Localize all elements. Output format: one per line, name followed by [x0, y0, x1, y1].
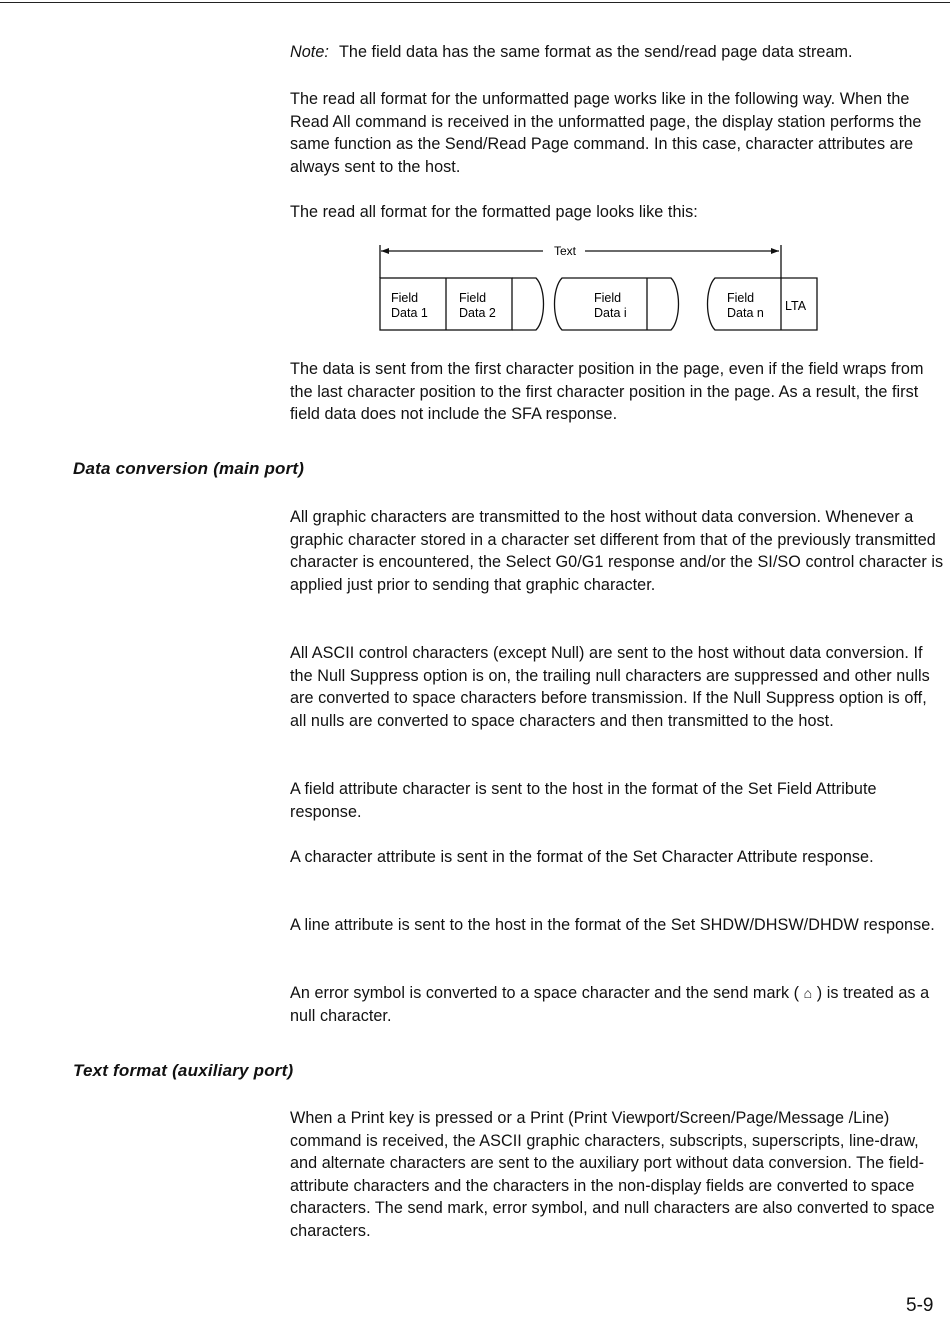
page-number: 5-9: [906, 1295, 934, 1316]
field-data-n-line2: Data n: [727, 306, 764, 320]
field-data-1-line1: Field: [391, 291, 419, 305]
field-data-i-line2: Data i: [594, 306, 627, 320]
field-data-1-line2: Data 1: [391, 306, 428, 320]
error-symbol-text-before: An error symbol is converted to a space character and the send mark (: [290, 984, 800, 1002]
paragraph-character-attribute: A character attribute is sent in the format of the Set Character Attribute response.: [290, 848, 874, 866]
format-diagram-svg: [375, 240, 825, 335]
paragraph-line-attribute: A line attribute is sent to the host in the format of the Set SHDW/DHSW/DHDW response.: [290, 916, 935, 934]
paragraph-formatted-page-intro: The read all format for the formatted page looks like this:: [290, 203, 698, 221]
paragraph-print-key: When a Print key is pressed or a Print (Print Viewport/Screen/Page/Message /Line) command is received, the ASCII graphic characters, subscripts, superscripts, line-draw, and alternate characters are sent to the auxiliary port without data conversion. The field-attribute characters and the characters in the non-display fields are converted to space characters. The send mark, error symbol, and null characters are also converted to space characters.: [290, 1109, 935, 1240]
heading-data-conversion: Data conversion (main port): [73, 459, 305, 478]
paragraph-error-symbol: [290, 982, 945, 1027]
note: [290, 41, 945, 64]
note-label: Note:: [290, 43, 329, 61]
error-symbol-text-after: ) is treated as a null character.: [290, 984, 930, 1025]
lta-label: LTA: [785, 299, 807, 313]
paragraph-data-sent: The data is sent from the first character position in the page, even if the field wraps from the last character position to the first character position in the page. As a result, the first field data does not include the SFA response.: [290, 360, 924, 424]
text-span-label: Text: [554, 244, 577, 258]
heading-text-format: Text format (auxiliary port): [73, 1061, 294, 1080]
field-data-2-line2: Data 2: [459, 306, 496, 320]
read-all-format-diagram: [375, 240, 825, 335]
send-mark-icon: ⌂: [803, 985, 813, 1001]
paragraph-control-characters: All ASCII control characters (except Null) are sent to the host without data conversion. If the Null Suppress option is on, the trailing null characters are suppressed and other nulls are converted to space characters before transmission. If the Null Suppress option is off, all nulls are converted to space characters and then transmitted to the host.: [290, 644, 930, 730]
top-rule: [0, 2, 950, 3]
paragraph-field-attribute: A field attribute character is sent to the host in the format of the Set Field Attribute response.: [290, 780, 877, 821]
note-text: The field data has the same format as the send/read page data stream.: [338, 43, 853, 61]
paragraph-graphic-characters: All graphic characters are transmitted to the host without data conversion. Whenever a graphic character stored in a character set different from that of the previously transmitted character is encountered, the Select G0/G1 response and/or the SI/SO control character is applied just prior to sending that graphic character.: [290, 508, 944, 594]
paragraph-unformatted-page: The read all format for the unformatted page works like in the following way. When the Read All command is received in the unformatted page, the display station performs the same function as the Send/Read Page command. In this case, character attributes are always sent to the host.: [290, 90, 922, 176]
field-data-2-line1: Field: [459, 291, 487, 305]
field-data-i-line1: Field: [594, 291, 622, 305]
field-data-n-line1: Field: [727, 291, 755, 305]
